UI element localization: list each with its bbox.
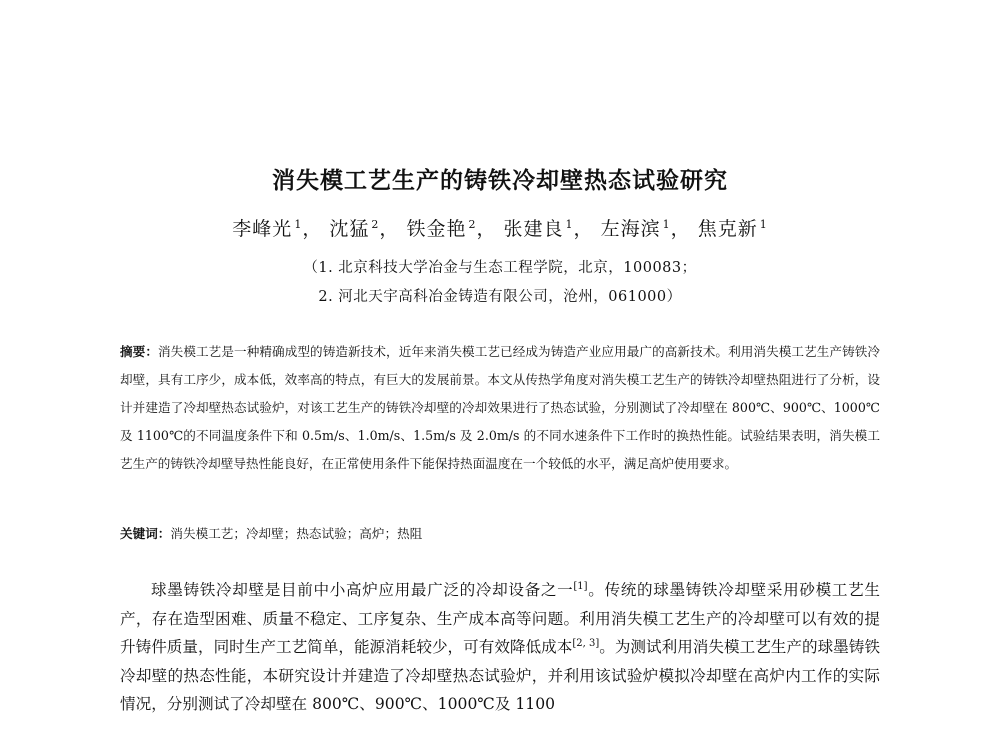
abstract-text: 消失模工艺是一种精确成型的铸造新技术，近年来消失模工艺已经成为铸造产业应用最广的高新技术。利用消失模工艺生产铸铁冷却壁，具有工序少，成本低，效率高的特点，有巨大的发展前景。本文从传热学角度对消失模工艺生产的铸铁冷却壁热阻进行了分析，设计并建造了冷却壁热态试验炉，对该工艺生产的铸铁冷却壁的冷却效果进行了热态试验，分别测试了冷却壁在 800℃、900℃、1000℃及 1100℃的不同温度条件下和 0.5m/s、1.0m/s、1.5m/s 及 2.0m/s 的不同水速条件下工作时的换热性能。试验结果表明，消失模工艺生产的铸铁冷却壁导热性能良好，在正常使用条件下能保持热面温度在一个较低的水平，满足高炉使用要求。 bbox=[120, 344, 881, 471]
body-paragraph bbox=[120, 576, 880, 719]
author-list bbox=[0, 214, 1000, 241]
body-text-part: 。传统的球墨铸铁冷却壁采用砂模工艺生产，存在造型困难、质量不稳定、工序复杂、生产成本高等问题。利用消失模工艺生产的冷却壁可以有效的提升铸件质量，同时生产工艺简单，能源消耗较少，可有效降低成本 bbox=[120, 581, 880, 656]
keywords-text: 消失模工艺；冷却壁；热态试验；高炉；热阻 bbox=[170, 526, 423, 541]
affiliation-1: （1. 北京科技大学冶金与生态工程学院，北京，100083； bbox=[303, 260, 697, 276]
keywords-label: 关键词： bbox=[120, 526, 171, 541]
affiliation-2: 2. 河北天宇高科冶金铸造有限公司，沧州，061000） bbox=[318, 289, 682, 305]
paper-title: 消失模工艺生产的铸铁冷却壁热态试验研究 bbox=[272, 168, 728, 194]
abstract-label: 摘要： bbox=[120, 344, 159, 359]
citation-ref: [1] bbox=[573, 580, 588, 592]
author: 铁金艳 $^2$， bbox=[406, 217, 497, 240]
body-text-part: 。为测试利用消失模工艺生产的球墨铸铁冷却壁的热态性能，本研究设计并建造了冷却壁热态试验炉，并利用该试验炉模拟冷却壁在高炉内工作的实际情况，分别测试了冷却壁在 800℃、900℃、1000℃及 1100 bbox=[120, 638, 880, 713]
abstract bbox=[120, 338, 880, 478]
author: 左海滨 $^1$， bbox=[600, 217, 691, 240]
author: 张建良 $^1$， bbox=[503, 217, 594, 240]
author: 焦克新 $^1$ bbox=[697, 217, 768, 240]
author: 李峰光 $^1$， bbox=[232, 217, 323, 240]
keywords bbox=[120, 522, 880, 546]
author: 沈猛 $^2$， bbox=[329, 217, 400, 240]
citation-ref: [2, 3] bbox=[572, 637, 600, 649]
body-text-part: 球墨铸铁冷却壁是目前中小高炉应用最广泛的冷却设备之一 bbox=[151, 581, 574, 599]
